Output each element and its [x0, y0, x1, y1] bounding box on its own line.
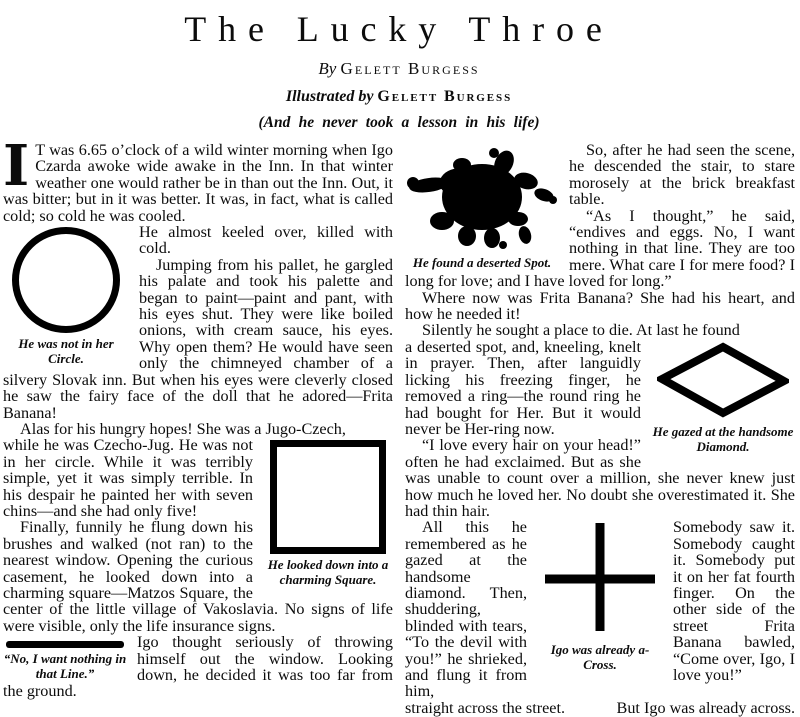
diamond-illustration	[657, 342, 789, 418]
text-columns	[3, 133, 795, 717]
paragraph: “As I thought,” he said, “endives and eggs. No, I want nothing in that line. They are too mere. What care I for mere food? I long for love; and I have loved for long.”	[405, 206, 795, 291]
paragraph-text: Finally, funnily he flung down his brushes and walked (not ran) to the nearest window. Opening the curious casement, he looked down into a charming square—Matzos Square, the center of the little village of Vakoslavia. No signs of life were visible, only the life insurance signs.	[3, 518, 393, 635]
paragraph-text: Silently he sought a place to die. At last he found	[422, 321, 740, 340]
byline	[3, 59, 795, 79]
paragraph-text: T was 6.65 o’clock of a wild winter morning when Igo Czarda awoke wide awake in the Inn. In that winter weather one would rather be in than out the Inn. Out, it was bitter; but in it was better. It was, in fact, what is called cold; so cold he was cooled.	[3, 141, 393, 225]
cross-figure	[537, 519, 663, 671]
illustrator-prefix: Illustrated by	[285, 88, 374, 105]
paragraph	[3, 133, 393, 225]
left-column	[3, 133, 393, 716]
diamond-figure	[651, 342, 795, 454]
paragraph: “I love every hair on your head!” often he had exclaimed. But as she was unable to count over a million, she never knew just how much he loved her. No doubt she overestimated it. She had thin hair.	[405, 436, 795, 520]
final-left-text: straight across the street.	[405, 698, 566, 717]
paragraph-text: a deserted spot, and, kneeling, knelt in prayer. Then, after languidly licking his freezing finger, he removed a ring—the round ring he had bought for Her. But it would never be Her-ring now.	[405, 337, 641, 438]
square-illustration	[270, 440, 386, 554]
paragraph-text: while he was Czecho-Jug. He was not in her circle. While it was terribly simple, yet it was simply terrible. In his despair he painted her with seven chins—and she had only five!	[3, 436, 253, 520]
illustrator-credit	[3, 88, 795, 106]
paragraph	[3, 421, 393, 437]
tagline: (And he never took a lesson in his life)	[258, 114, 540, 131]
paragraph: He almost keeled over, killed with cold.	[139, 223, 393, 258]
square-figure	[263, 440, 393, 587]
paragraph: Jumping from his pallet, he gargled his palate and took his palette and began to paint—paint and pant, with his eyes shut. They were like boiled onions, with cream sauce, his eyes. Why open them? He would have seen only the chimneyed chamber of a silvery Slovak inn. But when his eyes were cleverly closed he saw the fairy face of the doll that he adored—Frita Banana!	[3, 255, 393, 422]
line-caption: “No, I want nothing in that Line.”	[3, 651, 127, 682]
byline-prefix: By	[318, 59, 337, 78]
cross-illustration	[541, 519, 659, 635]
ink-blot-illustration	[407, 145, 557, 249]
drop-cap: I	[3, 133, 30, 199]
circle-illustration	[12, 227, 120, 333]
paragraph: Where now was Frita Banana? She had his heart, and how he needed it!	[405, 288, 795, 324]
paragraph: So, after he had seen the scene, he descended the stair, to stare morosely at the brick breakfast table.	[569, 141, 795, 209]
paragraph-text: Igo thought seriously of throwing himself out the window. Looking down, he decided it was too far from the ground.	[3, 633, 393, 701]
cross-left-text: All this he remembered as he gazed at the handsome diamond. Then, shuddering, blinded with tears, “To the devil with you!” he shrieked, and flung it from him,	[405, 518, 527, 701]
circle-caption: He was not in her Circle.	[18, 336, 114, 367]
cross-section	[405, 519, 795, 699]
paragraph-text: Alas for his hungry hopes! She was a Jugo-Czech,	[20, 419, 346, 438]
ink-spot-caption: He found a deserted Spot.	[412, 255, 552, 271]
diamond-caption: He gazed at the handsome Diamond.	[652, 424, 794, 455]
final-line-row	[405, 700, 795, 716]
ink-spot-figure	[405, 145, 559, 270]
cross-figure-wrap	[537, 519, 663, 699]
byline-author: Gelett Burgess	[340, 59, 480, 78]
circle-figure	[3, 227, 129, 366]
right-column	[405, 142, 795, 716]
page-title: The Lucky Throe	[184, 9, 614, 49]
final-right-text: But Igo was already across.	[616, 698, 795, 717]
cross-caption: Igo was already a-Cross.	[550, 641, 650, 672]
line-figure	[3, 637, 127, 681]
cross-right-text: Somebody saw it. Somebody caught it. Somebody put it on her fat fourth finger. On the other side of the street Frita Banana bawled, “Come over, Igo, I love you!”	[673, 518, 795, 684]
line-illustration	[6, 641, 124, 648]
square-caption: He looked down into a charming Square.	[267, 557, 389, 588]
illustrator-name: Gelett Burgess	[377, 88, 513, 105]
paragraph	[405, 322, 795, 338]
